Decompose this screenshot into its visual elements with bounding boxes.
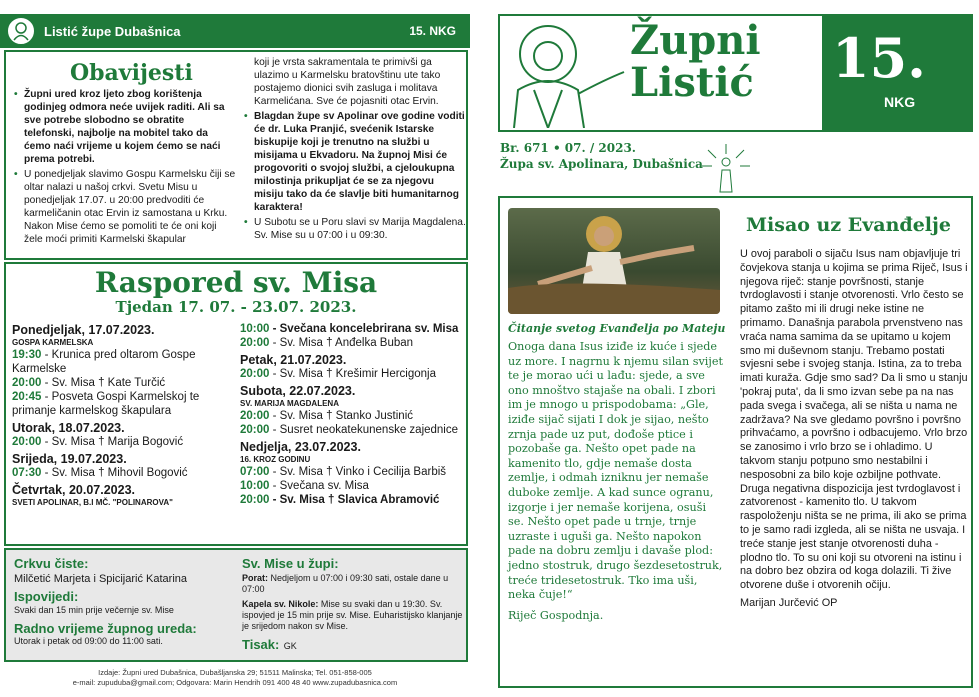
gospel-caption: Čitanje svetog Evanđelja po Mateju [508,322,726,335]
radno-value: Utorak i petak od 09:00 do 11:00 sati. [14,636,163,646]
info-col2 [242,556,464,654]
ispovijedi-value: Svaki dan 15 min prije večernje sv. Mise [14,605,174,615]
day-feast: SVETI APOLINAR, B.I MČ. "POLINAROVA" [12,498,173,507]
mass-entry: 20:00 - Sv. Misa † Anđelka Buban [240,337,414,349]
issue-number-box [822,16,972,130]
misao-title: Misao uz Evanđelje [746,214,951,236]
mass-entry: 20:45 - Posveta Gospi Karmelskoj te primanje karmelskog škapulara [12,391,200,417]
notice-item: • Blagdan župe sv Apolinar ove godine voditi će dr. Luka Pranjić, svećenik Istarske biskupije koji je trenutno na službi u misijama u Ekvadoru. Na župnoj Misi će progovoriti o svojoj službi, a cjeloukupna milostinja prikupljat će se za njegovu misiju tako da će slavlje biti humanitarnog karaktera! [244,110,466,214]
left-header-title: Listić župe Dubašnica [44,23,181,39]
obavijesti-box [4,50,468,260]
mass-entry: 20:00 - Sv. Misa † Marija Bogović [12,436,184,448]
notice-item: • Župni ured kroz ljeto zbog korištenja godinjeg odmora neće uvijek raditi. Ali sa sve potrebe slobodno se obratite telefonski, najbolje na mobitel tako da ćemo naći vrijeme u kojem ćemo se naći prema potrebi. [14,88,236,166]
saint-portrait-icon [504,20,632,128]
tisak-info: Tisak: GK [242,637,297,652]
schedule-col2 [240,322,466,507]
porat-info: Porat: Nedjeljom u 07:00 i 09:30 sati, ostale dane u 07:00 [242,573,449,594]
raspored-title: Raspored sv. Misa [94,266,378,299]
day-heading: Nedjelja, 23.07.2023. [240,440,361,454]
schedule-col1 [12,320,238,508]
left-header-issue: 15. NKG [409,24,456,38]
gospel-text: Onoga dana Isus iziđe iz kuće i sjede uz more. I nagrnu k njemu silan svijet te je morao ući u lađu: sjede, a sve ono mnoštvo stajaše na obali. I zbori im je mnogo u prispodobama: „Gle, iziđe sijač sijati I dok je sijao, nešto zrnja pade uz put, dođoše ptice i pozobaše ga. Nešto opet pade na kamenito tlo, gdje nemaše dosta zemlje, i odmah izniknu jer nemaše duboke zemlje. A kad sunce ogranu, izgorje i jer nemaše korijena, osuši se. Nešto opet pade u trnje, trnje uzraste i uguši ga. Nešto napokon pade na dobru zemlju i davaše plod: jedno stostruk, drugo šezdesetostruk, treće tridesetostruk. Tko ima uši, neka čuje!“ Riječ Gospodnja. [508,340,723,622]
mass-entry: 10:00 - Svečana koncelebrirana sv. Misa [240,323,459,335]
right-page [490,0,979,697]
mass-entry: 07:00 - Sv. Misa † Vinko i Cecilija Barbiš [240,466,447,478]
day-heading: Petak, 21.07.2023. [240,353,347,367]
mass-entry: 20:00 - Susret neokatekunenske zajednice [240,424,459,436]
raspored-box [4,262,468,546]
crkvu-title: Crkvu čiste: [14,556,89,571]
footer-line: Izdaje: Župni ured Dubašnica, Dubašljanska 29; 51511 Malinska; Tel. 051-858-005 [98,668,372,677]
issue-info: Br. 671 • 07. / 2023. Župa sv. Apolinara, Dubašnica [500,141,703,171]
info-col1 [14,556,238,647]
day-feast: SV. MARIJA MAGDALENA [240,399,339,408]
notice-item: • U ponedjeljak slavimo Gospu Karmelsku čiji se oltar nalazi u našoj crkvi. Svetu Misu u ponedjeljak 17.07. u 20:00 predvoditi će karmeličanin otac Ervin iz samostana u Krku. Nakon Mise ćemo se pomoliti te će oni koji žele moći primiti Karmelski škapular [14,168,236,246]
kapela-info: Kapela sv. Nikole: Mise su svaki dan u 19:30. Sv. ispovjed je 15 min prije sv. Mise. Euharistijsko klanjanje je srijedom nakon sv Mise. [242,599,463,631]
day-heading: Četvrtak, 20.07.2023. [12,483,136,497]
raspored-week: Tjedan 17. 07. - 23.07. 2023. [115,298,357,316]
masthead [498,14,973,132]
issue-nkg: NKG [884,94,916,110]
footer [0,668,470,688]
mass-entry: 19:30 - Krunica pred oltarom Gospe Karmelske [12,349,196,375]
jesus-painting-image [508,208,720,314]
day-heading: Utorak, 18.07.2023. [12,421,125,435]
gospel-box [498,196,973,688]
mass-entry: 20:00 - Sv. Misa † Kate Turčić [12,377,166,389]
mass-entry: 10:00 - Svečana sv. Misa [240,480,369,492]
obavijesti-title: Obavijesti [70,60,193,86]
info-box [4,548,468,662]
day-heading: Srijeda, 19.07.2023. [12,452,127,466]
misao-text: U ovoj paraboli o sijaču Isus nam objavljuje tri čovjekova stanja u kojima se prima Riječ, Isus i njegova riječ: stanje površnosti, stanje tvrdoglavosti i stanje otvorenosti. Vrlo često se pitamo zašto mi ili drugi neke istine ne primamo. Današnja parabola prvenstveno nas vraća nama samima da se upitamo u kojem smo mi duševnom stanju. Trebamo postati svjesni sebe i svojeg stanja. Istina, za to treba imati kuraža. Gdje smo sad? Da li smo u stanju 'pokraj puta', da li smo izvan sebe pa na nas pada svega i svačega, ali se ništa u nama ne zadržava? Na sve gledamo površno i površno prihvaćamo, a površno i odbacujemo. Vrlo brzo se zanosimo i vrlo brzo se i ohladimo. U takvom stanju potpuno smo nestabilni i nesposobni za bilo koje ozbiljne pothvate. Druga negativna dispozicija jest tvrdoglavost i zatvorenost - kamenito tlo. U takvom raspoloženju ništa se ne prima, ili ako se prima to je samo radi izgleda, ali se ništa ne usvaja. I treće stanje jest stanje otvorenosti duha - plodno tlo. To su oni koji su otvoreni na istinu i na dobro bez obzira od koga dolazili. Ti žive otvorene duše i otvorenih očiju. Marijan Jurčević OP [740,248,968,609]
issue-number: 15. [832,26,926,90]
mass-entry: 20:00 - Sv. Misa † Slavica Abramović [240,494,440,506]
mass-entry: 07:30 - Sv. Misa † Mihovil Bogović [12,467,188,479]
risen-christ-icon [698,140,754,196]
footer-line: e-mail: zupuduba@gmail.com; Odgovara: Marin Hendrih 091 400 48 40 www.zupadubasnica.com [72,678,398,687]
ispovijedi-title: Ispovijedi: [14,589,79,604]
day-feast: GOSPA KARMELSKA [12,338,94,347]
masthead-title: Župni Listić [630,17,761,106]
crkvu-value: Milčetić Marjeta i Spicijarić Katarina [14,573,187,585]
notice-continuation: koji je vrsta sakramentala te primivši ga ulazimo u Karmelsku bratovštinu ute tako postajemo dionici svih zasluga i molitava Karmelićana. Sve će pojasniti otac Ervin. [254,57,441,107]
author: Marijan Jurčević OP [740,596,838,609]
obavijesti-col2 [244,56,466,244]
radno-title: Radno vrijeme župnog ureda: [14,621,197,636]
mass-entry: 20:00 - Sv. Misa † Krešimir Hercigonja [240,368,436,380]
left-page [0,0,470,697]
left-header [0,14,470,48]
day-heading: Subota, 22.07.2023. [240,384,356,398]
obavijesti-col1 [14,88,236,248]
mass-entry: 20:00 - Sv. Misa † Stanko Justinić [240,410,414,422]
notice-item: • U Subotu se u Poru slavi sv Marija Magdalena. Sv. Mise su u 07:00 i u 09:30. [244,216,466,242]
mise-title: Sv. Mise u župi: [242,556,339,571]
day-feast: 16. KROZ GODINU [240,455,311,464]
day-heading: Ponedjeljak, 17.07.2023. [12,323,155,337]
saint-logo-icon [6,16,36,46]
